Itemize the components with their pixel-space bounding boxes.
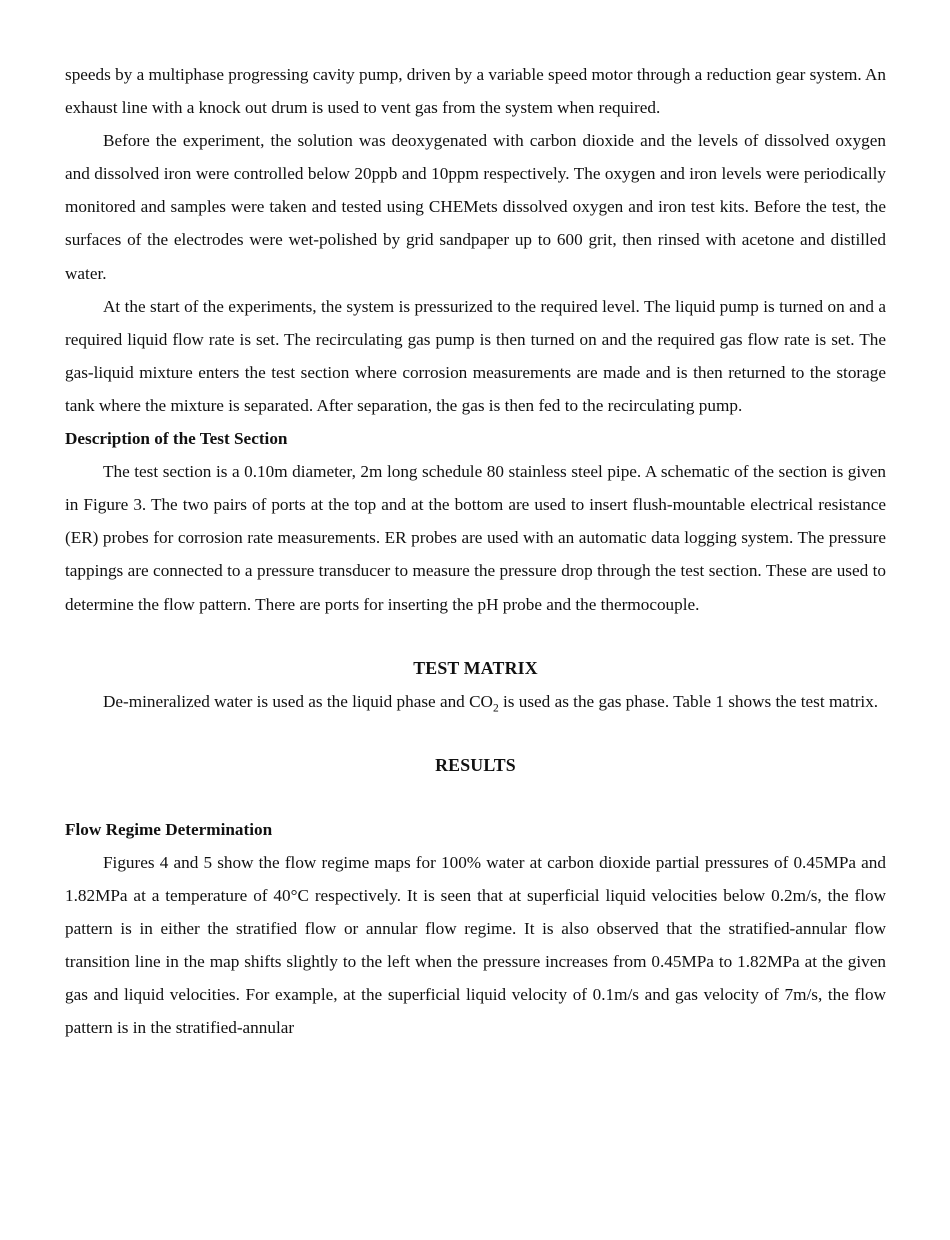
paragraph-test-section-description: The test section is a 0.10m diameter, 2m long schedule 80 stainless steel pipe. A schematic of the section is given in Figure 3. The two pairs of ports at the top and at the bottom are used to insert flush-mountable electrical resistance (ER) probes for corrosion rate measurements. ER probes are used with an automatic data logging system. The pressure tappings are connected to a pressure transducer to measure the pressure drop through the test section. These are used to determine the flow pattern. There are ports for inserting the pH probe and the thermocouple. xyxy=(65,462,886,614)
subscript-two: 2 xyxy=(492,702,499,715)
heading-flow-regime: Flow Regime Determination xyxy=(65,819,273,839)
heading-results: RESULTS xyxy=(435,754,516,775)
paragraph-deoxygenation: Before the experiment, the solution was deoxygenated with carbon dioxide and the levels of dissolved oxygen and dissolved iron were controlled below 20ppb and 10ppm respectively. The oxygen and iron levels were periodically monitored and samples were taken and tested using CHEMets dissolved oxygen and iron test kits. Before the test, the surfaces of the electrodes were wet-polished by grid sandpaper up to 600 grit, then rinsed with acetone and distilled water. xyxy=(65,131,886,283)
paragraph-test-matrix xyxy=(65,685,886,718)
spacer xyxy=(65,621,886,652)
text-fragment: De-mineralized water is used as the liquid phase and CO xyxy=(103,691,493,711)
spacer xyxy=(65,718,886,749)
heading-test-section: Description of the Test Section xyxy=(65,429,288,449)
document-page xyxy=(65,58,886,1045)
paragraph-pump-exhaust: speeds by a multiphase progressing cavity pump, driven by a variable speed motor through a reduction gear system. An exhaust line with a knock out drum is used to vent gas from the system when required. xyxy=(65,65,886,118)
spacer xyxy=(65,782,886,813)
paragraph-experiment-start: At the start of the experiments, the system is pressurized to the required level. The liquid pump is turned on and a required liquid flow rate is set. The recirculating gas pump is then turned on and the required gas flow rate is set. The gas-liquid mixture enters the test section where corrosion measurements are made and is then returned to the storage tank where the mixture is separated. After separation, the gas is then fed to the recirculating pump. xyxy=(65,296,886,415)
heading-test-matrix: TEST MATRIX xyxy=(413,657,538,678)
paragraph-flow-regime: Figures 4 and 5 show the flow regime maps for 100% water at carbon dioxide partial pressures of 0.45MPa and 1.82MPa at a temperature of 40°C respectively. It is seen that at superficial liquid velocities below 0.2m/s, the flow pattern is in either the stratified flow or annular flow regime. It is also observed that the stratified-annular flow transition line in the map shifts slightly to the left when the pressure increases from 0.45MPa to 1.82MPa at the given gas and liquid velocities. For example, at the superficial liquid velocity of 0.1m/s and gas velocity of 7m/s, the flow pattern is in the stratified-annular xyxy=(65,852,886,1038)
text-fragment: is used as the gas phase. Table 1 shows the test matrix. xyxy=(498,691,879,711)
